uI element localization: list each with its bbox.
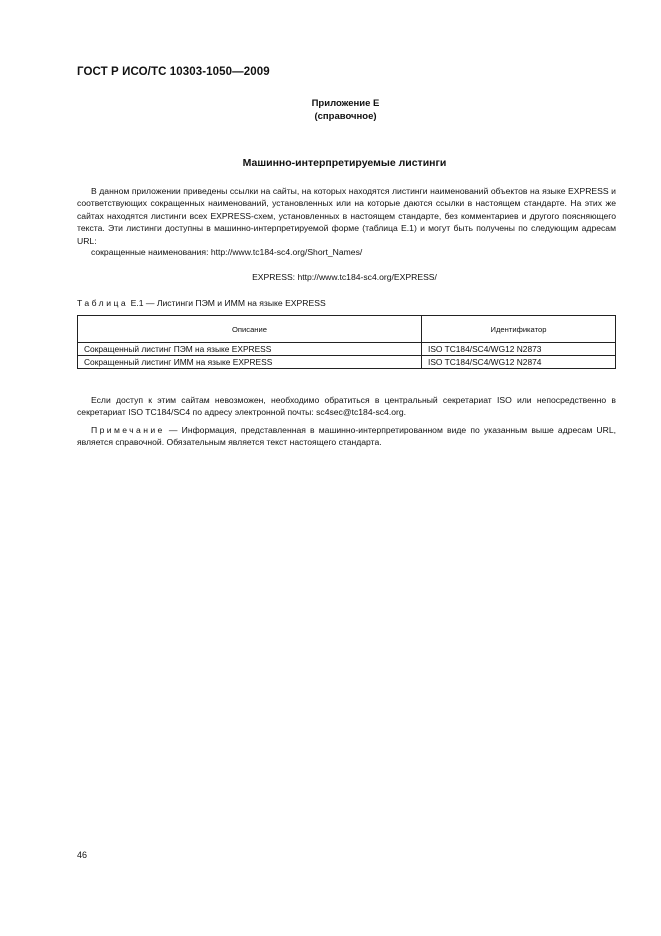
table-caption-text: Е.1 — Листинги ПЭМ и ИММ на языке EXPRESS <box>128 298 326 308</box>
page-number: 46 <box>77 850 88 860</box>
document-header: ГОСТ Р ИСО/ТС 10303-1050—2009 <box>77 66 270 78</box>
short-names-url: сокращенные наименования: http://www.tc184-sc4.org/Short_Names/ <box>91 247 363 257</box>
row-description: Сокращенный листинг ИММ на языке EXPRESS <box>78 356 422 369</box>
listings-table <box>77 315 616 369</box>
table-row <box>78 356 616 369</box>
table-row <box>78 343 616 356</box>
appendix-title: Приложение Е <box>311 98 380 109</box>
express-url-line <box>0 272 661 282</box>
note-paragraph <box>77 424 616 449</box>
table-caption <box>77 298 326 308</box>
section-title-text: Машинно-интерпретируемые листинги <box>242 157 447 169</box>
intro-paragraph: В данном приложении приведены ссылки на сайты, на которых находятся листинги наименований объектов на языке EXPRESS и соответствующих сокращенных наименований, установленных или на которые даются ссылки в настоящем стандарте. На этих же сайтах находятся листинги всех EXPRESS-схем, установленных в настоящем стандарте, без комментариев и другого поясняющего текста. Эти листинги доступны в машинно-интерпретируемой форме (таблица Е.1) и могут быть получены по следующим адресам URL: <box>77 186 616 246</box>
appendix-subtitle: (справочное) <box>314 111 377 122</box>
contact-paragraph: Если доступ к этим сайтам невозможен, необходимо обратиться в центральный секретариат ISO или непосредственно в секретариат ISO TC184/SC4 по адресу электронной почты: sc4sec@tc184-sc4.org. <box>77 395 616 418</box>
header-identifier: Идентификатор <box>422 316 616 343</box>
note-text: — Информация, представленная в машинно-интерпретированном виде по указанным выше адресам URL, является справочной. Обязательным является текст настоящего стандарта. <box>77 425 616 448</box>
header-description: Описание <box>78 316 422 343</box>
row-identifier: ISO TC184/SC4/WG12 N2874 <box>422 356 616 369</box>
note-label: Примечание <box>91 425 165 435</box>
table-caption-label: Таблица <box>77 298 129 308</box>
appendix-heading <box>0 97 661 123</box>
express-url: EXPRESS: http://www.tc184-sc4.org/EXPRESS/ <box>252 272 437 282</box>
section-title <box>0 157 661 169</box>
row-description: Сокращенный листинг ПЭМ на языке EXPRESS <box>78 343 422 356</box>
table-header-row <box>78 316 616 343</box>
row-identifier: ISO TC184/SC4/WG12 N2873 <box>422 343 616 356</box>
